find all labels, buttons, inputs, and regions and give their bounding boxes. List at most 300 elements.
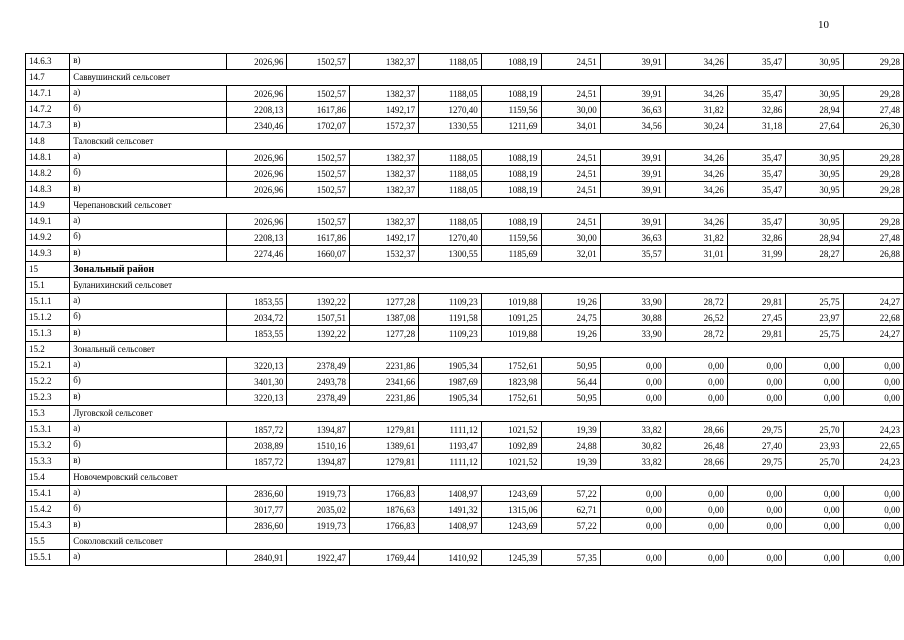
value-cell: 34,26 (665, 182, 727, 198)
value-cell: 1300,55 (419, 246, 482, 262)
value-cell: 1492,17 (349, 102, 418, 118)
value-cell: 1279,81 (349, 422, 418, 438)
value-cell: 1752,61 (481, 358, 541, 374)
value-cell: 32,86 (727, 102, 785, 118)
row-code: 14.7.3 (26, 118, 70, 134)
value-cell: 0,00 (727, 518, 785, 534)
value-cell: 24,88 (541, 438, 600, 454)
value-cell: 57,35 (541, 550, 600, 566)
value-cell: 1387,08 (349, 310, 418, 326)
row-code: 15.5.1 (26, 550, 70, 566)
value-cell: 34,01 (541, 118, 600, 134)
row-code: 15.2.3 (26, 390, 70, 406)
value-cell: 3220,13 (226, 390, 287, 406)
value-cell: 22,68 (843, 310, 903, 326)
row-code: 14.6.3 (26, 54, 70, 70)
value-cell: 2208,13 (226, 102, 287, 118)
row-code: 15.1.1 (26, 294, 70, 310)
value-cell: 27,64 (786, 118, 843, 134)
value-cell: 35,57 (600, 246, 665, 262)
value-cell: 1279,81 (349, 454, 418, 470)
value-cell: 1382,37 (349, 150, 418, 166)
value-cell: 1905,34 (419, 358, 482, 374)
value-cell: 2026,96 (226, 166, 287, 182)
value-cell: 0,00 (843, 502, 903, 518)
value-cell: 28,66 (665, 422, 727, 438)
value-cell: 30,00 (541, 102, 600, 118)
value-cell: 28,72 (665, 326, 727, 342)
settlement-title: Черепановский сельсовет (70, 198, 904, 214)
value-cell: 31,18 (727, 118, 785, 134)
value-cell: 2274,46 (226, 246, 287, 262)
row-code: 15.4.2 (26, 502, 70, 518)
value-cell: 39,91 (600, 166, 665, 182)
value-cell: 3401,30 (226, 374, 287, 390)
value-cell: 33,82 (600, 422, 665, 438)
row-code: 15.5 (26, 534, 70, 550)
row-code: 14.9 (26, 198, 70, 214)
value-cell: 1159,56 (481, 230, 541, 246)
value-cell: 29,28 (843, 182, 903, 198)
section-header-row (26, 534, 904, 550)
value-cell: 1532,37 (349, 246, 418, 262)
value-cell: 2378,49 (287, 390, 350, 406)
value-cell: 0,00 (665, 502, 727, 518)
value-cell: 31,01 (665, 246, 727, 262)
row-code: 15.2 (26, 342, 70, 358)
row-code: 14.7.1 (26, 86, 70, 102)
value-cell: 24,51 (541, 86, 600, 102)
value-cell: 0,00 (727, 390, 785, 406)
row-subitem: а) (70, 150, 226, 166)
table-row (26, 486, 904, 502)
value-cell: 1109,23 (419, 326, 482, 342)
value-cell: 1823,98 (481, 374, 541, 390)
value-cell: 0,00 (600, 486, 665, 502)
value-cell: 1905,34 (419, 390, 482, 406)
value-cell: 36,63 (600, 102, 665, 118)
value-cell: 35,47 (727, 166, 785, 182)
value-cell: 1382,37 (349, 166, 418, 182)
table-row (26, 550, 904, 566)
value-cell: 3220,13 (226, 358, 287, 374)
value-cell: 28,94 (786, 230, 843, 246)
value-cell: 57,22 (541, 486, 600, 502)
table-row (26, 118, 904, 134)
settlement-title: Новочемровский сельсовет (70, 470, 904, 486)
value-cell: 25,75 (786, 326, 843, 342)
value-cell: 1502,57 (287, 182, 350, 198)
value-cell: 0,00 (665, 518, 727, 534)
row-subitem: в) (70, 518, 226, 534)
value-cell: 35,47 (727, 150, 785, 166)
value-cell: 32,86 (727, 230, 785, 246)
value-cell: 1408,97 (419, 486, 482, 502)
value-cell: 0,00 (600, 374, 665, 390)
value-cell: 30,82 (600, 438, 665, 454)
value-cell: 34,26 (665, 214, 727, 230)
value-cell: 1857,72 (226, 422, 287, 438)
value-cell: 1088,19 (481, 54, 541, 70)
settlement-title: Саввушинский сельсовет (70, 70, 904, 86)
value-cell: 24,23 (843, 422, 903, 438)
value-cell: 1243,69 (481, 518, 541, 534)
value-cell: 1389,61 (349, 438, 418, 454)
value-cell: 1702,07 (287, 118, 350, 134)
value-cell: 30,95 (786, 86, 843, 102)
value-cell: 1987,69 (419, 374, 482, 390)
value-cell: 39,91 (600, 54, 665, 70)
row-subitem: а) (70, 550, 226, 566)
value-cell: 1502,57 (287, 54, 350, 70)
value-cell: 2378,49 (287, 358, 350, 374)
row-code: 15.4 (26, 470, 70, 486)
value-cell: 1243,69 (481, 486, 541, 502)
value-cell: 0,00 (600, 518, 665, 534)
row-subitem: в) (70, 390, 226, 406)
value-cell: 23,97 (786, 310, 843, 326)
value-cell: 28,66 (665, 454, 727, 470)
value-cell: 34,26 (665, 86, 727, 102)
value-cell: 1660,07 (287, 246, 350, 262)
value-cell: 0,00 (665, 374, 727, 390)
value-cell: 1766,83 (349, 518, 418, 534)
value-cell: 0,00 (786, 390, 843, 406)
table-body (26, 54, 904, 566)
table-row (26, 358, 904, 374)
value-cell: 32,01 (541, 246, 600, 262)
table-row (26, 310, 904, 326)
row-subitem: б) (70, 102, 226, 118)
value-cell: 29,81 (727, 294, 785, 310)
row-subitem: а) (70, 214, 226, 230)
tariff-table (25, 53, 904, 566)
value-cell: 34,26 (665, 54, 727, 70)
value-cell: 2035,02 (287, 502, 350, 518)
row-code: 15.3 (26, 406, 70, 422)
value-cell: 39,91 (600, 86, 665, 102)
row-subitem: а) (70, 358, 226, 374)
value-cell: 0,00 (843, 550, 903, 566)
value-cell: 35,47 (727, 86, 785, 102)
value-cell: 1502,57 (287, 86, 350, 102)
value-cell: 2026,96 (226, 86, 287, 102)
value-cell: 30,88 (600, 310, 665, 326)
value-cell: 1382,37 (349, 54, 418, 70)
value-cell: 1392,22 (287, 294, 350, 310)
value-cell: 0,00 (786, 518, 843, 534)
row-subitem: в) (70, 454, 226, 470)
value-cell: 0,00 (786, 358, 843, 374)
value-cell: 25,70 (786, 422, 843, 438)
value-cell: 1382,37 (349, 86, 418, 102)
value-cell: 1188,05 (419, 150, 482, 166)
value-cell: 2341,66 (349, 374, 418, 390)
settlement-title: Зональный сельсовет (70, 342, 904, 358)
value-cell: 34,56 (600, 118, 665, 134)
value-cell: 2038,89 (226, 438, 287, 454)
table-row (26, 454, 904, 470)
value-cell: 1410,92 (419, 550, 482, 566)
value-cell: 0,00 (786, 550, 843, 566)
settlement-title: Буланихинский сельсовет (70, 278, 904, 294)
table-row (26, 374, 904, 390)
row-subitem: б) (70, 374, 226, 390)
value-cell: 26,48 (665, 438, 727, 454)
value-cell: 30,95 (786, 182, 843, 198)
row-code: 15.3.1 (26, 422, 70, 438)
value-cell: 24,27 (843, 326, 903, 342)
value-cell: 1502,57 (287, 150, 350, 166)
row-subitem: в) (70, 182, 226, 198)
value-cell: 1191,58 (419, 310, 482, 326)
table-row (26, 182, 904, 198)
value-cell: 28,72 (665, 294, 727, 310)
value-cell: 19,26 (541, 326, 600, 342)
value-cell: 0,00 (600, 550, 665, 566)
value-cell: 1382,37 (349, 182, 418, 198)
value-cell: 30,95 (786, 150, 843, 166)
value-cell: 31,82 (665, 102, 727, 118)
value-cell: 0,00 (786, 486, 843, 502)
row-subitem: б) (70, 502, 226, 518)
value-cell: 0,00 (786, 502, 843, 518)
row-code: 15.3.3 (26, 454, 70, 470)
value-cell: 1922,47 (287, 550, 350, 566)
value-cell: 1752,61 (481, 390, 541, 406)
value-cell: 30,00 (541, 230, 600, 246)
value-cell: 28,27 (786, 246, 843, 262)
value-cell: 25,75 (786, 294, 843, 310)
value-cell: 1394,87 (287, 422, 350, 438)
value-cell: 0,00 (665, 390, 727, 406)
value-cell: 1188,05 (419, 166, 482, 182)
table-row (26, 86, 904, 102)
section-header-row (26, 406, 904, 422)
value-cell: 1919,73 (287, 518, 350, 534)
value-cell: 26,88 (843, 246, 903, 262)
row-code: 15.1.2 (26, 310, 70, 326)
value-cell: 2836,60 (226, 518, 287, 534)
value-cell: 24,51 (541, 214, 600, 230)
value-cell: 0,00 (600, 502, 665, 518)
table-row (26, 502, 904, 518)
table-row (26, 230, 904, 246)
value-cell: 27,48 (843, 102, 903, 118)
row-code: 14.8 (26, 134, 70, 150)
value-cell: 25,70 (786, 454, 843, 470)
section-header-row (26, 134, 904, 150)
value-cell: 26,30 (843, 118, 903, 134)
value-cell: 1185,69 (481, 246, 541, 262)
section-header-row (26, 198, 904, 214)
row-subitem: б) (70, 438, 226, 454)
value-cell: 0,00 (665, 486, 727, 502)
value-cell: 2231,86 (349, 358, 418, 374)
value-cell: 24,23 (843, 454, 903, 470)
value-cell: 0,00 (665, 358, 727, 374)
value-cell: 1019,88 (481, 294, 541, 310)
table-row (26, 214, 904, 230)
value-cell: 39,91 (600, 182, 665, 198)
value-cell: 1502,57 (287, 214, 350, 230)
table-row (26, 166, 904, 182)
table-row (26, 518, 904, 534)
value-cell: 1382,37 (349, 214, 418, 230)
value-cell: 24,51 (541, 150, 600, 166)
value-cell: 2026,96 (226, 54, 287, 70)
value-cell: 0,00 (727, 550, 785, 566)
value-cell: 0,00 (843, 486, 903, 502)
value-cell: 1408,97 (419, 518, 482, 534)
value-cell: 24,75 (541, 310, 600, 326)
value-cell: 1188,05 (419, 86, 482, 102)
value-cell: 33,82 (600, 454, 665, 470)
value-cell: 1502,57 (287, 166, 350, 182)
value-cell: 0,00 (843, 374, 903, 390)
row-code: 14.9.3 (26, 246, 70, 262)
row-subitem: в) (70, 54, 226, 70)
value-cell: 24,51 (541, 182, 600, 198)
table-row (26, 102, 904, 118)
value-cell: 29,28 (843, 86, 903, 102)
row-code: 15.1 (26, 278, 70, 294)
row-code: 15 (26, 262, 70, 278)
value-cell: 0,00 (727, 374, 785, 390)
row-code: 14.8.1 (26, 150, 70, 166)
value-cell: 1088,19 (481, 182, 541, 198)
value-cell: 1019,88 (481, 326, 541, 342)
value-cell: 1876,63 (349, 502, 418, 518)
value-cell: 29,28 (843, 54, 903, 70)
value-cell: 30,95 (786, 214, 843, 230)
value-cell: 30,95 (786, 54, 843, 70)
settlement-title: Таловский сельсовет (70, 134, 904, 150)
row-code: 15.1.3 (26, 326, 70, 342)
value-cell: 1111,12 (419, 454, 482, 470)
value-cell: 2026,96 (226, 150, 287, 166)
value-cell: 2026,96 (226, 214, 287, 230)
value-cell: 1392,22 (287, 326, 350, 342)
value-cell: 1572,37 (349, 118, 418, 134)
row-code: 15.3.2 (26, 438, 70, 454)
value-cell: 29,28 (843, 150, 903, 166)
value-cell: 1021,52 (481, 454, 541, 470)
value-cell: 1159,56 (481, 102, 541, 118)
row-code: 15.2.2 (26, 374, 70, 390)
value-cell: 24,27 (843, 294, 903, 310)
value-cell: 19,26 (541, 294, 600, 310)
value-cell: 1492,17 (349, 230, 418, 246)
value-cell: 30,95 (786, 166, 843, 182)
value-cell: 1491,32 (419, 502, 482, 518)
row-subitem: а) (70, 422, 226, 438)
value-cell: 1188,05 (419, 182, 482, 198)
value-cell: 33,90 (600, 326, 665, 342)
value-cell: 34,26 (665, 166, 727, 182)
value-cell: 29,75 (727, 422, 785, 438)
value-cell: 1769,44 (349, 550, 418, 566)
value-cell: 31,82 (665, 230, 727, 246)
value-cell: 23,93 (786, 438, 843, 454)
row-code: 14.8.3 (26, 182, 70, 198)
table-row (26, 246, 904, 262)
value-cell: 35,47 (727, 54, 785, 70)
value-cell: 22,65 (843, 438, 903, 454)
value-cell: 1853,55 (226, 326, 287, 342)
value-cell: 1510,16 (287, 438, 350, 454)
value-cell: 0,00 (600, 358, 665, 374)
value-cell: 27,48 (843, 230, 903, 246)
value-cell: 2026,96 (226, 182, 287, 198)
value-cell: 2231,86 (349, 390, 418, 406)
value-cell: 36,63 (600, 230, 665, 246)
row-code: 15.2.1 (26, 358, 70, 374)
value-cell: 1088,19 (481, 214, 541, 230)
value-cell: 2836,60 (226, 486, 287, 502)
value-cell: 57,22 (541, 518, 600, 534)
value-cell: 50,95 (541, 358, 600, 374)
value-cell: 19,39 (541, 454, 600, 470)
value-cell: 3017,77 (226, 502, 287, 518)
value-cell: 2208,13 (226, 230, 287, 246)
row-subitem: б) (70, 230, 226, 246)
settlement-title: Луговской сельсовет (70, 406, 904, 422)
row-code: 14.9.1 (26, 214, 70, 230)
value-cell: 1617,86 (287, 230, 350, 246)
row-code: 15.4.3 (26, 518, 70, 534)
value-cell: 1919,73 (287, 486, 350, 502)
value-cell: 2493,78 (287, 374, 350, 390)
row-subitem: б) (70, 166, 226, 182)
value-cell: 1853,55 (226, 294, 287, 310)
value-cell: 24,51 (541, 54, 600, 70)
row-subitem: а) (70, 486, 226, 502)
value-cell: 0,00 (843, 390, 903, 406)
value-cell: 33,90 (600, 294, 665, 310)
row-subitem: в) (70, 326, 226, 342)
value-cell: 1270,40 (419, 102, 482, 118)
table-row (26, 390, 904, 406)
value-cell: 26,52 (665, 310, 727, 326)
value-cell: 1857,72 (226, 454, 287, 470)
value-cell: 2840,91 (226, 550, 287, 566)
value-cell: 1617,86 (287, 102, 350, 118)
value-cell: 0,00 (843, 358, 903, 374)
value-cell: 1109,23 (419, 294, 482, 310)
row-subitem: б) (70, 310, 226, 326)
value-cell: 50,95 (541, 390, 600, 406)
value-cell: 1394,87 (287, 454, 350, 470)
row-code: 14.8.2 (26, 166, 70, 182)
value-cell: 39,91 (600, 214, 665, 230)
district-title: Зональный район (70, 262, 904, 278)
district-header-row (26, 262, 904, 278)
value-cell: 0,00 (843, 518, 903, 534)
section-header-row (26, 470, 904, 486)
value-cell: 35,47 (727, 214, 785, 230)
value-cell: 1277,28 (349, 326, 418, 342)
value-cell: 1270,40 (419, 230, 482, 246)
row-code: 14.7.2 (26, 102, 70, 118)
value-cell: 29,28 (843, 214, 903, 230)
value-cell: 0,00 (600, 390, 665, 406)
value-cell: 1507,51 (287, 310, 350, 326)
value-cell: 0,00 (786, 374, 843, 390)
settlement-title: Соколовский сельсовет (70, 534, 904, 550)
value-cell: 2034,72 (226, 310, 287, 326)
value-cell: 1315,06 (481, 502, 541, 518)
